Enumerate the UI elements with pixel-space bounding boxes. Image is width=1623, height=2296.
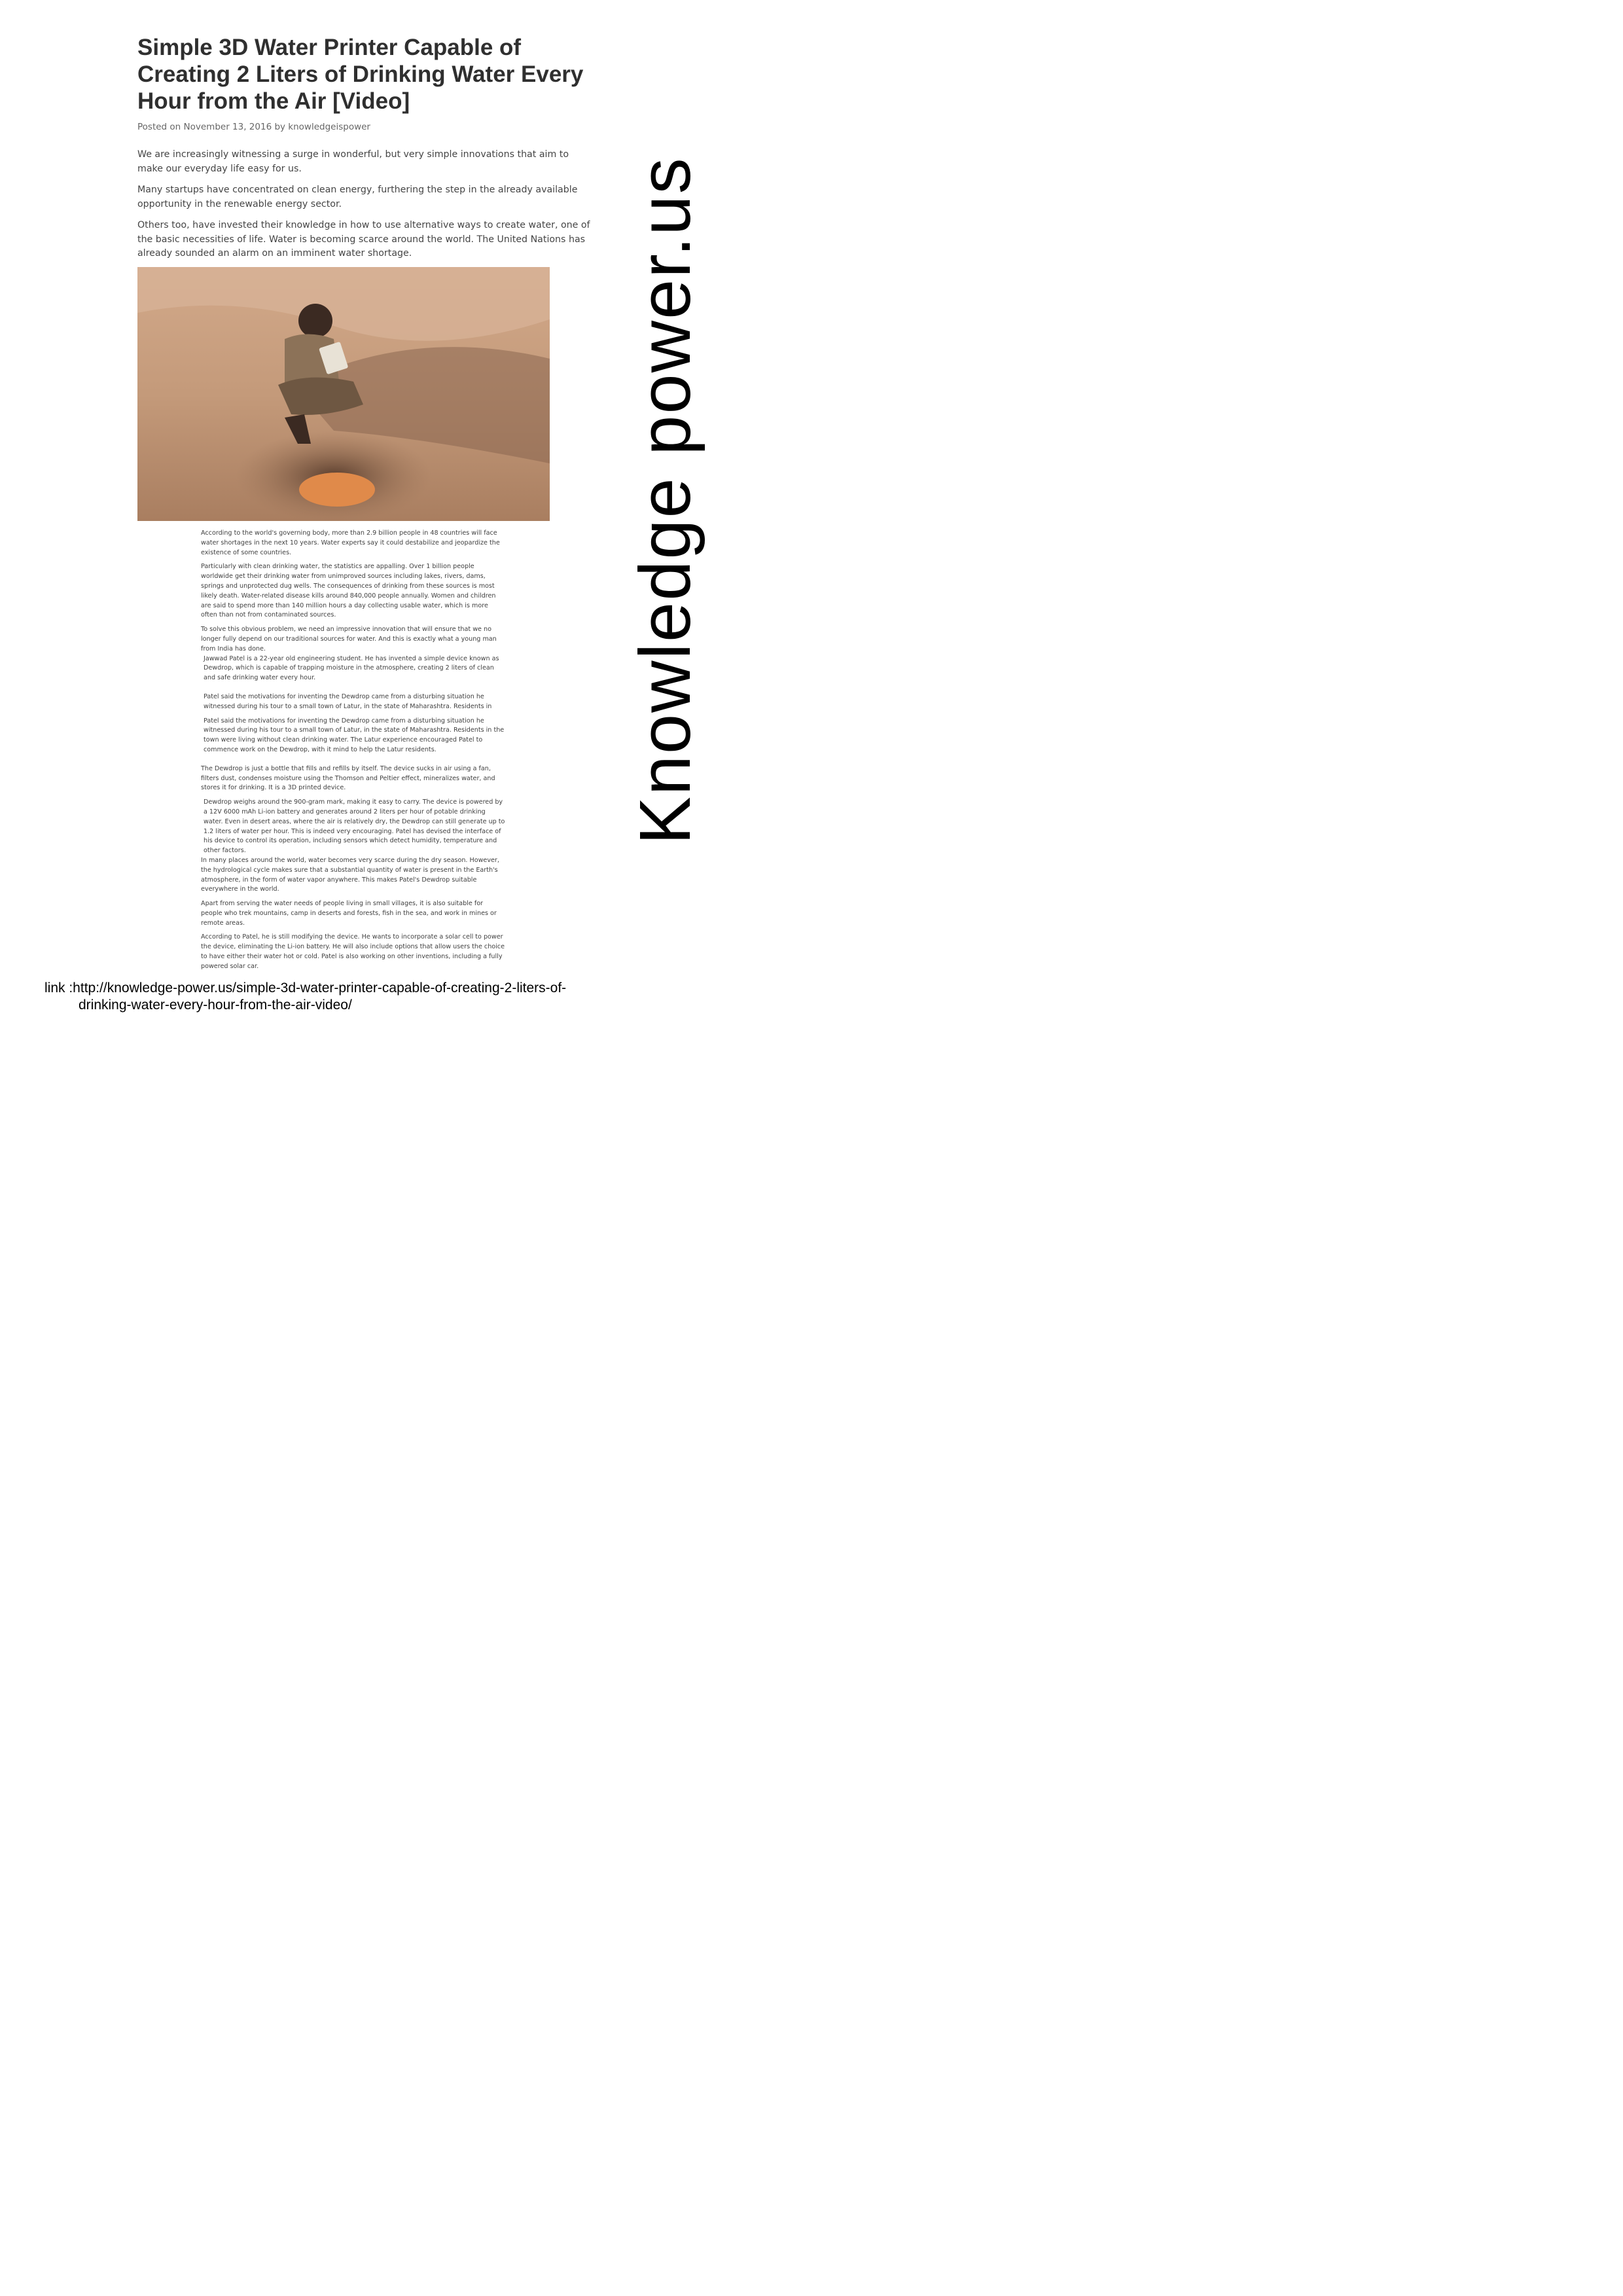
body-paragraph: To solve this obvious problem, we need an impressive innovation that will ensure that we no longer fully depend on our traditional sources for water. And this is exactly what a young man from India has done. [201, 626, 497, 653]
body-paragraph: In many places around the world, water becomes very scarce during the dry season. However, the hydrological cycle makes sure that a substantial quantity of water is present in the Earth's atmosphere, in the form of water vapor anywhere. This makes Patel's Dewdrop suitable everywhere in the world. [201, 856, 499, 893]
body-paragraph: Apart from serving the water needs of people living in small villages, it is also suitable for people who trek mountains, camp in deserts and forests, fish in the sea, and work in mines or remote areas. [201, 900, 497, 927]
source-link-line1[interactable]: link :http://knowledge-power.us/simple-3d-water-printer-capable-of-creating-2-liters-of- [45, 980, 567, 996]
article-body [201, 529, 505, 977]
body-paragraph: Jawwad Patel is a 22-year old engineering student. He has invented a simple device known as Dewdrop, which is capable of trapping moisture in the atmosphere, creating 2 liters of clean and safe drinking water every hour. [204, 655, 499, 682]
body-paragraph: According to the world's governing body, more than 2.9 billion people in 48 countries will face water shortages in the next 10 years. Water experts say it could destabilize and jeopardize the existence of some countries. [201, 529, 500, 556]
body-paragraph: According to Patel, he is still modifying the device. He wants to incorporate a solar cell to power the device, eliminating the Li-ion battery. He will also include options that allow users the choice to have either their water hot or cold. Patel is also working on other inventions, including a fully powered solar car. [201, 933, 505, 970]
intro-paragraph: We are increasingly witnessing a surge in wonderful, but very simple innovations that aim to make our everyday life easy for us. [137, 149, 569, 174]
article-photo [137, 267, 550, 521]
intro-paragraph: Others too, have invested their knowledge in how to use alternative ways to create water, one of the basic necessities of life. Water is becoming scarce around the world. The United Nations has already sounded an alarm on an imminent water shortage. [137, 220, 590, 259]
body-paragraph: Patel said the motivations for inventing the Dewdrop came from a disturbing situation he witnessed during his tour to a small town of Latur, in the state of Maharashtra. Residents in [204, 692, 492, 710]
photo-water-puddle [299, 473, 375, 507]
post-meta: Posted on November 13, 2016 by knowledgeispower [137, 122, 370, 132]
article-title: Simple 3D Water Printer Capable of Creating 2 Liters of Drinking Water Every Hour from the Air [Video] [137, 35, 584, 114]
intro-section [137, 148, 596, 268]
body-paragraph: Dewdrop weighs around the 900-gram mark, making it easy to carry. The device is powered by a 12V 6000 mAh Li-ion battery and generates around 2 liters per hour of potable drinking water. Even in desert areas, where the air is relatively dry, the Dewdrop can still generate up to 1.2 liters of water per hour. This is indeed very encouraging. Patel has devised the interface of his device to control its operation, including sensors which detect humidity, temperature and other factors. [204, 798, 505, 855]
source-link-line2[interactable]: drinking-water-every-hour-from-the-air-video/ [79, 997, 352, 1013]
body-paragraph: Particularly with clean drinking water, the statistics are appalling. Over 1 billion people worldwide get their drinking water from unimproved sources including lakes, rivers, dams, springs and unprotected dug wells. The consequences of drinking from these sources is most likely death. Water-related disease kills around 840,000 people annually. Women and children are said to spend more than 140 million hours a day collecting usable water, which is more often than not from contaminated sources. [201, 563, 496, 619]
body-paragraph: The Dewdrop is just a bottle that fills and refills by itself. The device sucks in air using a fan, filters dust, condenses moisture using the Thomson and Peltier effect, mineralizes water, and stores it for drinking. It is a 3D printed device. [201, 764, 495, 792]
watermark-text: Knowledge power.us [625, 156, 705, 845]
intro-paragraph: Many startups have concentrated on clean energy, furthering the step in the already available opportunity in the renewable energy sector. [137, 185, 578, 209]
body-paragraph: Patel said the motivations for inventing the Dewdrop came from a disturbing situation he witnessed during his tour to a small town of Latur, in the state of Maharashtra. Residents in the town were living without clean drinking water. The Latur experience encouraged Patel to commence work on the Dewdrop, with it mind to help the Latur residents. [204, 717, 505, 753]
source-link[interactable] [45, 980, 712, 1014]
